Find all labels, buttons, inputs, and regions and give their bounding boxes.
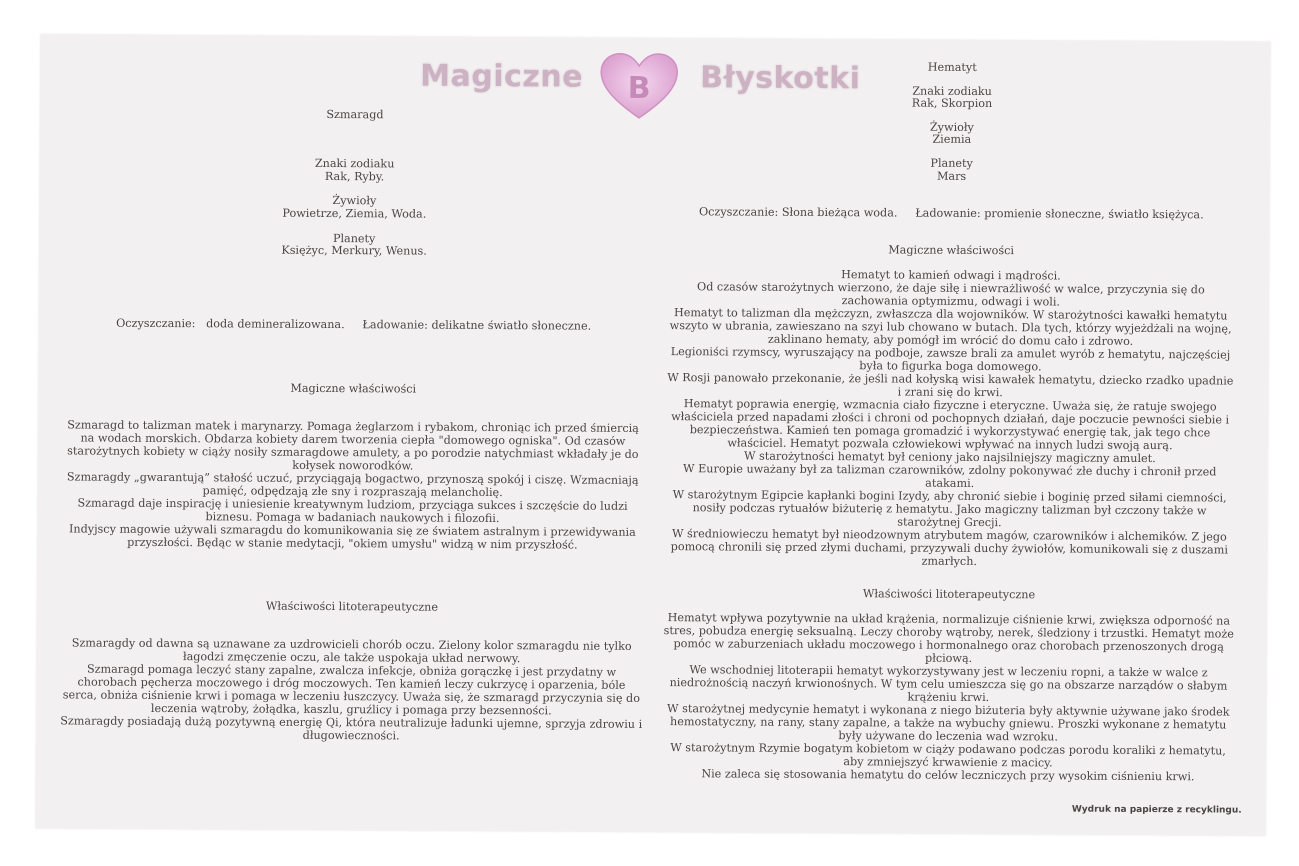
left-planets-heading: Planety [332,232,376,246]
right-zodiac-value: Rak, Skorpion [911,96,993,111]
right-cleansing-charging: Oczyszczanie: Słona bieżąca woda. Ładowanie: promienie słoneczne, światło księżyca. [698,205,1204,222]
right-planets-heading: Planety [930,156,973,170]
left-litho-heading: Właściwości litoterapeutyczne [265,599,439,614]
right-magic-text: Hematyt to kamień odwagi i mądrości. Od czasów starożytnych wierzono, że daje siłę i niewrażliwość w walce, przyczynia się do zachowania optymizmu, odwagi i woli. Hematyt to talizman dla mężczyzn, zwłaszcza dla wojowników. W starożytności kawałki hematytu wszyto w ubrania, zawieszano na szyi lub chowano w butach. Dla tych, którzy wyjeżdżali na wojnę, zaklinano hematy, aby pomógł im wrócić do domu cało i zdrowo. Legioniści rzymscy, wyruszający na podboje, zawsze brali za amulet wyrób z hematytu, najczęściej była to figurka boga domowego. W Rosji panowało przekonanie, że jeśli nad kołyską wisi kawałek hematytu, dziecko rzadko upadnie i zrani się do krwi. Hematyt poprawia energię, wzmacnia ciało fizyczne i eteryczne. Uważa się, że ratuje swojego właściciela przed napadami złości i chroni od pochopnych działań, daje poczucie pewności siebie i bezpieczeństwa. Kamień ten pomaga gromadzić i wykorzystywać energię tak, jak tego chce właściciel. Hematyt pozwala człowiekowi wpływać na innych ludzi swoją aurą. W starożytności hematyt był ceniony jako najsilniejszy magiczny amulet. W Europie uważany był za talizman czarowników, zdolny pokonywać złe duchy i chronił przed atakami. W starożytnym Egipcie kapłanki bogini Izydy, aby chronić siebie i boginię przed siłami ciemności, nosiły podczas rytuałów biżuterię z hematytu. Jako magiczny talizman był czczony także w starożytnej Grecji. W średniowieczu hematyt był nieodzownym atrybutem magów, czarowników i alchemików. Z jego pomocą chronili się przed złymi duchami, przyzywali duchy żywiołów, komunikowali się z duszami zmarłych. [667,268,1234,568]
left-elements-heading: Żywioły [332,194,377,208]
heart-letter: B [627,70,651,106]
right-magic-heading: Magiczne właściwości [888,243,1015,258]
right-title: Hematyt [927,60,977,74]
left-zodiac-value: Rak, Ryby. [324,169,385,184]
printed-sheet [36,34,1271,835]
left-zodiac-heading: Znaki zodiaku [314,156,395,171]
footer-recycled-note: Wydruk na papierze z recyklingu. [1071,804,1242,816]
left-title: Szmaragd [326,107,384,122]
right-elements-heading: Żywioły [929,120,974,134]
left-litho-text: Szmaragdy od dawna są uznawane za uzdrowicieli chorób oczu. Zielony kolor szmaragdu nie tylko łagodzi zmęczenie oczu, ale także uspokaja układ nerwowy. Szmaragd pomaga leczyć stany zapalne, zwalcza infekcje, obniża gorączkę i jest przydatny w chorobach pęcherza moczowego i dróg moczowych. Ten kamień leczy cukrzycę i oparzenia, bóle serca, obniża ciśnienie krwi i pomaga w leczeniu łuszczycy. Uważa się, że szmaragd przyczynia się do leczenia wątroby, żołądka, kaszlu, gruźlicy i pomaga przy bezsenności. Szmaragdy posiadają dużą pozytywną energię Qi, która neutralizuje ładunki ujemne, sprzyja zdrowiu i długowieczności. [60,636,643,743]
right-litho-heading: Właściwości litoterapeutyczne [862,587,1036,602]
right-elements-value: Ziemia [932,132,972,146]
logo-left-word: Magiczne [420,58,584,95]
logo-right-word: Błyskotki [700,60,861,97]
right-zodiac-heading: Znaki zodiaku [912,84,992,99]
right-litho-text: Hematyt wpływa pozytywnie na układ krążenia, normalizuje ciśnienie krwi, zwiększa odporność na stres, pobudza energię seksualną. Leczy choroby wątroby, nerek, śledziony i trzustki. Hematyt może pomóc w zaburzeniach układu moczowego i hormonalnego oraz chorobach przenoszonych drogą płciową. We wschodniej litoterapii hematyt wykorzystywany jest w leczeniu ropni, a także w walce z niedrożnością naczyń krwionośnych. W tym celu umieszcza się go na obszarze narządów o słabym krążeniu krwi. W starożytnej medycynie hematyt i wykonana z niego biżuteria były aktywnie używane jako środek hemostatyczny, na rany, stany zapalne, a także na wybuchy gniewu. Proszki wykonane z hematytu były używane do leczenia wad wzroku. W starożytnym Rzymie bogatym kobietom w ciąży podawano podczas porodu koraliki z hematytu, aby zmniejszyć krwawienie z macicy. Nie zaleca się stosowania hematytu do celów leczniczych przy wysokim ciśnieniu krwi. [663,611,1234,784]
left-cleansing-charging: Oczyszczanie: doda demineralizowana. Ładowanie: delikatne światło słoneczne. [116,316,592,333]
left-planets-value: Księżyc, Merkury, Wenus. [281,243,427,258]
left-magic-text: Szmaragd to talizman matek i marynarzy. Pomaga żeglarzom i rybakom, chroniąc ich przed śmiercią na wodach morskich. Obdarza kobiety darem tworzenia ciepła "domowego ogniska". Od czasów starożytnych kobiety w ciąży nosiły szmaragdowe amulety, a po porodzie natychmiast wkładały je do kołysek noworodków. Szmaragdy „gwarantują” stałość uczuć, przyciągają bogactwo, przynoszą spokój i ciszę. Wzmacniają pamięć, odpędzają złe sny i rozpraszają melancholię. Szmaragd daje inspirację i uniesienie kreatywnym ludziom, przyciąga sukces i szczęście do ludzi biznesu. Pomaga w badaniach naukowych i filozofii. Indyjscy magowie używali szmaragdu do komunikowania się ze światem astralnym i przewidywania przyszłości. Będąc w stanie medytacji, "okiem umysłu" widzą w nim przyszłość. [66,418,639,552]
left-elements-value: Powietrze, Ziemia, Woda. [282,206,427,221]
right-planets-value: Mars [936,169,967,183]
left-magic-heading: Magiczne właściwości [290,381,417,396]
left-column-emerald [60,34,650,743]
